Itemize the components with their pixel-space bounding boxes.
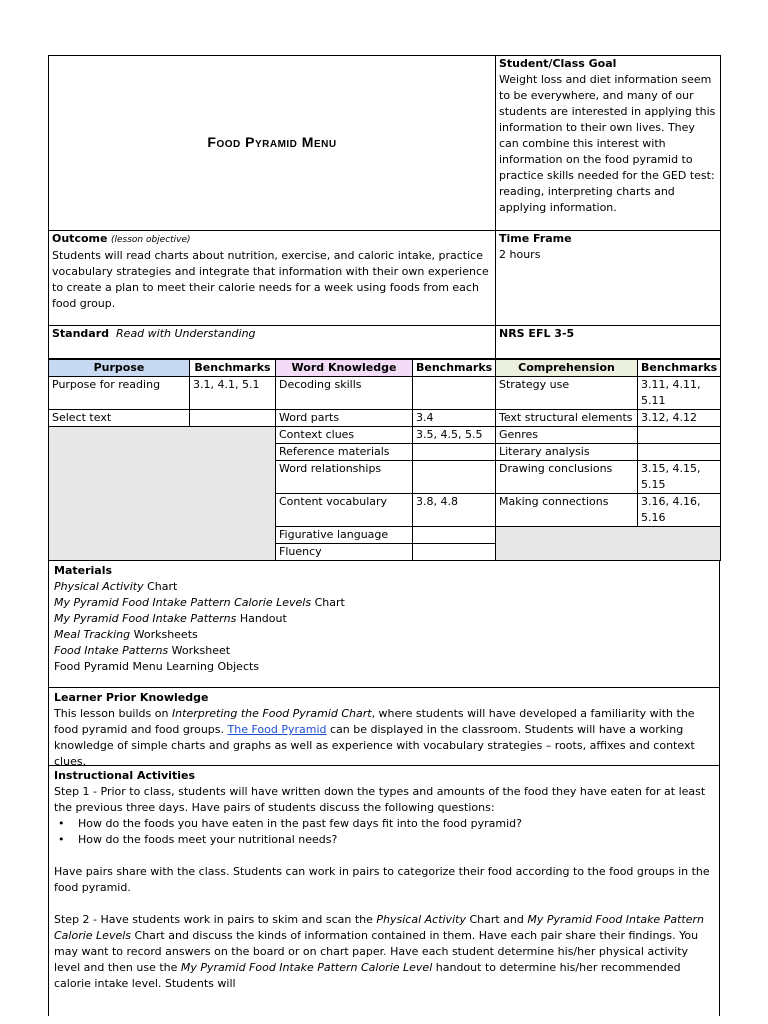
comp-cell: Strategy use [496,377,638,410]
time-frame-cell [496,231,721,326]
table-row [49,410,721,427]
comp-cell: Drawing conclusions [496,461,638,494]
materials-section [48,561,720,688]
benchmark-cell: 3.15, 4.15, 5.15 [638,461,721,494]
goal-text: Weight loss and diet information seem to be everywhere, and many of our students are interested in applying this information to their own lives. They can combine this interest with information on the food pyramid to practice skills needed for the GED test: reading, interpreting charts and applying information. [499,73,716,214]
list-item: Food Pyramid Menu Learning Objects [54,660,260,673]
benchmark-cell [413,527,496,544]
materials-label: Materials [54,564,113,577]
benchmark-cell [413,461,496,494]
step-1-text: Step 1 - Prior to class, students will have written down the types and amounts of the food they have eaten for at least the previous three days. Have pairs of students discuss the following questions: [54,785,706,814]
goal-label: Student/Class Goal [499,57,617,70]
benchmark-cell [190,410,276,427]
purpose-cell: Select text [49,410,190,427]
skills-header-row [49,360,721,377]
nrs-cell [496,326,721,359]
standard-value: Read with Understanding [116,327,256,340]
time-frame-label: Time Frame [499,232,572,245]
comp-cell: Literary analysis [496,444,638,461]
benchmark-cell [413,377,496,410]
instructional-section [48,766,720,1016]
list-item: • How do the foods you have eaten in the past few days fit into the food pyramid? [54,816,714,832]
word-cell: Fluency [276,544,413,561]
header-benchmarks-1: Benchmarks [190,360,276,377]
table-row [49,377,721,410]
time-frame-value: 2 hours [499,248,541,261]
list-item: • How do the foods meet your nutritional needs? [54,832,714,848]
benchmark-cell: 3.1, 4.1, 5.1 [190,377,276,410]
prior-knowledge-label: Learner Prior Knowledge [54,691,209,704]
list-item: My Pyramid Food Intake Patterns Handout [54,612,287,625]
lesson-plan-page [48,55,720,990]
title-cell [49,56,496,231]
list-item: Food Intake Patterns Worksheet [54,644,231,657]
outcome-cell [49,231,496,326]
empty-gray-cell [49,427,276,561]
outcome-note: (lesson objective) [110,235,191,245]
word-cell: Content vocabulary [276,494,413,527]
nrs-label: NRS EFL 3-5 [499,327,575,340]
header-benchmarks-2: Benchmarks [413,360,496,377]
header-comprehension: Comprehension [496,360,638,377]
benchmark-cell: 3.11, 4.11, 5.11 [638,377,721,410]
benchmark-cell [638,444,721,461]
step-2-text: Step 2 - Have students work in pairs to skim and scan the Physical Activity Chart and My Pyramid Food Intake Pattern Calorie Levels Chart and discuss the kinds of information contained in them. Have each pair share their findings. You may want to record answers on the board or on chart paper. Have each student determine his/her physical activity level and then use the My Pyramid Food Intake Pattern Calorie Level handout to determine his/her recommended calorie intake level. Students will [54,913,704,990]
word-cell: Context clues [276,427,413,444]
empty-gray-cell [496,527,721,561]
standard-cell [49,326,496,359]
list-item: My Pyramid Food Intake Pattern Calorie Levels Chart [54,596,345,609]
standard-label: Standard [52,327,110,340]
benchmark-cell: 3.4 [413,410,496,427]
prior-knowledge-section [48,688,720,766]
outcome-text: Students will read charts about nutrition, exercise, and caloric intake, practice vocabulary strategies and integrate that information with their own experience to create a plan to meet their calorie needs for a week using foods from each food group. [52,249,489,310]
benchmark-cell: 3.5, 4.5, 5.5 [413,427,496,444]
prior-knowledge-text: This lesson builds on Interpreting the Food Pyramid Chart, where students will have developed a familiarity with the food pyramid and food groups. The Food Pyramid can be displayed in the classroom. Students will have a working knowledge of simple charts and graphs as well as experience with vocabulary strategies – roots, affixes and context clues. [54,707,695,768]
header-table [48,55,721,359]
comp-cell: Genres [496,427,638,444]
list-item: Physical Activity Chart [54,580,178,593]
goal-cell [496,56,721,231]
benchmark-cell: 3.8, 4.8 [413,494,496,527]
skills-table [48,359,721,561]
benchmark-cell: 3.16, 4.16, 5.16 [638,494,721,527]
purpose-cell: Purpose for reading [49,377,190,410]
page-title: Food Pyramid Menu [207,134,337,150]
word-cell: Decoding skills [276,377,413,410]
benchmark-cell [413,544,496,561]
comp-cell: Making connections [496,494,638,527]
question-list [54,816,714,848]
comp-cell: Text structural elements [496,410,638,427]
food-pyramid-link[interactable]: The Food Pyramid [227,723,327,736]
table-row [49,427,721,444]
header-purpose: Purpose [49,360,190,377]
benchmark-cell [638,427,721,444]
word-cell: Word relationships [276,461,413,494]
word-cell: Word parts [276,410,413,427]
list-item: Meal Tracking Worksheets [54,628,198,641]
outcome-label: Outcome [52,232,108,245]
word-cell: Figurative language [276,527,413,544]
instructional-label: Instructional Activities [54,769,195,782]
header-word-knowledge: Word Knowledge [276,360,413,377]
share-paragraph: Have pairs share with the class. Students can work in pairs to categorize their food according to the food groups in the food pyramid. [54,865,710,894]
header-benchmarks-3: Benchmarks [638,360,721,377]
benchmark-cell: 3.12, 4.12 [638,410,721,427]
benchmark-cell [413,444,496,461]
word-cell: Reference materials [276,444,413,461]
